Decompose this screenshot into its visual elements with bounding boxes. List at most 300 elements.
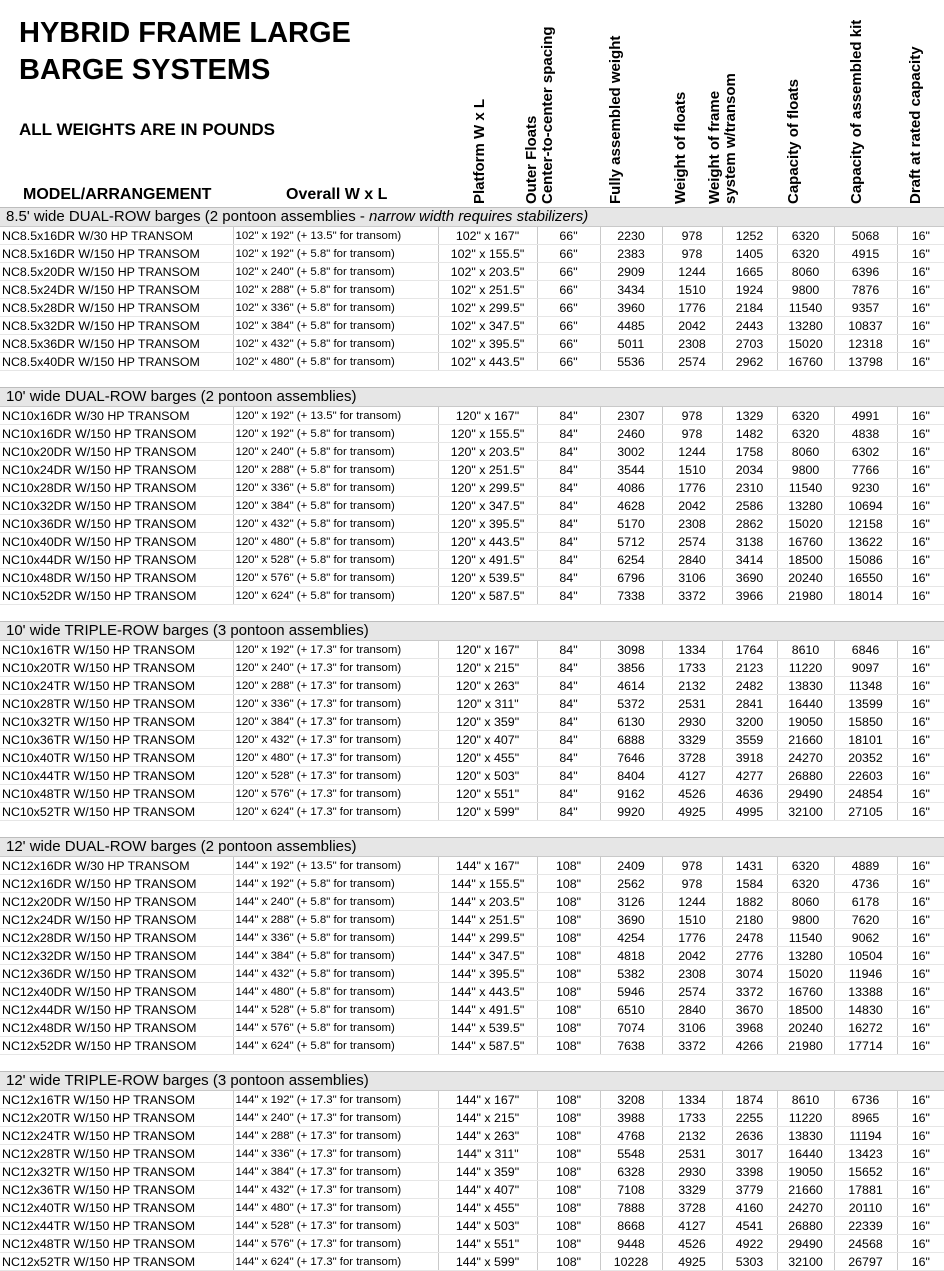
table-row	[0, 767, 944, 785]
table-cell: 5372	[600, 695, 662, 713]
table-row	[0, 1217, 944, 1235]
table-cell: 102" x 251.5"	[438, 281, 537, 299]
table-cell: 120" x 192" (+ 5.8" for transom)	[233, 425, 438, 443]
table-cell: 8610	[777, 1091, 834, 1109]
table-cell: 5170	[600, 515, 662, 533]
table-cell: 15850	[834, 713, 897, 731]
table-cell: 3372	[662, 1037, 722, 1055]
table-cell: 16760	[777, 353, 834, 371]
table-cell: 16"	[897, 587, 944, 605]
table-cell: 3329	[662, 1181, 722, 1199]
table-cell: NC12x20TR W/150 HP TRANSOM	[0, 1109, 233, 1127]
table-cell: NC12x44DR W/150 HP TRANSOM	[0, 1001, 233, 1019]
table-cell: NC8.5x20DR W/150 HP TRANSOM	[0, 263, 233, 281]
table-cell: 13830	[777, 677, 834, 695]
table-row	[0, 983, 944, 1001]
table-cell: 144" x 432" (+ 5.8" for transom)	[233, 965, 438, 983]
table-cell: 108"	[537, 1001, 600, 1019]
table-cell: 120" x 528" (+ 5.8" for transom)	[233, 551, 438, 569]
table-cell: 8965	[834, 1109, 897, 1127]
table-cell: 3017	[722, 1145, 777, 1163]
table-cell: 4922	[722, 1235, 777, 1253]
table-cell: 2184	[722, 299, 777, 317]
table-row	[0, 227, 944, 245]
table-cell: NC12x40TR W/150 HP TRANSOM	[0, 1199, 233, 1217]
section-header	[0, 208, 944, 227]
gap-cell	[0, 821, 944, 838]
table-cell: 3728	[662, 1199, 722, 1217]
table-cell: 13280	[777, 947, 834, 965]
table-cell: 11540	[777, 929, 834, 947]
table-cell: NC12x24DR W/150 HP TRANSOM	[0, 911, 233, 929]
barge-table-body	[0, 208, 944, 1271]
table-cell: 16"	[897, 1091, 944, 1109]
table-cell: 120" x 455"	[438, 749, 537, 767]
table-cell: 24270	[777, 1199, 834, 1217]
table-cell: 144" x 288" (+ 17.3" for transom)	[233, 1127, 438, 1145]
table-cell: 3690	[722, 569, 777, 587]
table-cell: 144" x 551"	[438, 1235, 537, 1253]
table-cell: 108"	[537, 1181, 600, 1199]
header-spacing: Outer Floats Center-to-center spacing	[523, 26, 556, 204]
table-cell: 6320	[777, 425, 834, 443]
table-row	[0, 1163, 944, 1181]
table-cell: 16"	[897, 353, 944, 371]
table-cell: 144" x 599"	[438, 1253, 537, 1271]
table-cell: 16"	[897, 245, 944, 263]
table-cell: 120" x 192" (+ 17.3" for transom)	[233, 641, 438, 659]
table-cell: 3372	[662, 587, 722, 605]
table-cell: 16"	[897, 659, 944, 677]
table-cell: 16"	[897, 281, 944, 299]
table-cell: 16"	[897, 479, 944, 497]
table-cell: 26880	[777, 767, 834, 785]
table-cell: 2531	[662, 695, 722, 713]
table-cell: 2230	[600, 227, 662, 245]
table-cell: NC8.5x32DR W/150 HP TRANSOM	[0, 317, 233, 335]
table-cell: 66"	[537, 263, 600, 281]
table-cell: 6888	[600, 731, 662, 749]
table-cell: 6302	[834, 443, 897, 461]
table-cell: 3126	[600, 893, 662, 911]
table-cell: 2180	[722, 911, 777, 929]
table-row	[0, 641, 944, 659]
table-cell: 21980	[777, 1037, 834, 1055]
table-cell: 2840	[662, 551, 722, 569]
table-cell: 1510	[662, 461, 722, 479]
weights-note: ALL WEIGHTS ARE IN POUNDS	[19, 120, 275, 139]
table-cell: 144" x 167"	[438, 857, 537, 875]
table-row	[0, 893, 944, 911]
table-cell: 4889	[834, 857, 897, 875]
table-cell: 18500	[777, 1001, 834, 1019]
table-cell: NC10x20DR W/150 HP TRANSOM	[0, 443, 233, 461]
table-cell: 4127	[662, 767, 722, 785]
table-cell: 120" x 359"	[438, 713, 537, 731]
table-cell: 16"	[897, 1001, 944, 1019]
table-cell: 6320	[777, 245, 834, 263]
table-cell: 3074	[722, 965, 777, 983]
header-floats-capacity: Capacity of floats	[785, 78, 802, 204]
table-cell: 2443	[722, 317, 777, 335]
table-cell: 2409	[600, 857, 662, 875]
table-cell: 3372	[722, 983, 777, 1001]
table-cell: 6178	[834, 893, 897, 911]
table-row	[0, 749, 944, 767]
table-cell: 16"	[897, 1127, 944, 1145]
table-cell: 5946	[600, 983, 662, 1001]
table-cell: 108"	[537, 1253, 600, 1271]
table-cell: 16"	[897, 1199, 944, 1217]
table-cell: 108"	[537, 1037, 600, 1055]
table-cell: 22603	[834, 767, 897, 785]
table-cell: 66"	[537, 227, 600, 245]
table-row	[0, 1181, 944, 1199]
table-row	[0, 515, 944, 533]
table-cell: 4526	[662, 785, 722, 803]
table-cell: 6320	[777, 857, 834, 875]
table-cell: 1431	[722, 857, 777, 875]
table-cell: 2034	[722, 461, 777, 479]
table-cell: NC12x28DR W/150 HP TRANSOM	[0, 929, 233, 947]
table-cell: NC10x24DR W/150 HP TRANSOM	[0, 461, 233, 479]
table-row	[0, 911, 944, 929]
table-cell: NC10x20TR W/150 HP TRANSOM	[0, 659, 233, 677]
table-cell: 6510	[600, 1001, 662, 1019]
table-cell: 102" x 299.5"	[438, 299, 537, 317]
table-cell: 144" x 263"	[438, 1127, 537, 1145]
table-cell: 6130	[600, 713, 662, 731]
table-cell: 5303	[722, 1253, 777, 1271]
section-title	[0, 208, 944, 227]
table-cell: 27105	[834, 803, 897, 821]
table-cell: 66"	[537, 353, 600, 371]
table-cell: 16"	[897, 641, 944, 659]
table-cell: 21980	[777, 587, 834, 605]
table-cell: 7876	[834, 281, 897, 299]
table-cell: 84"	[537, 569, 600, 587]
table-cell: 24270	[777, 749, 834, 767]
table-cell: 10837	[834, 317, 897, 335]
table-cell: 19050	[777, 713, 834, 731]
table-cell: 26797	[834, 1253, 897, 1271]
table-cell: 16"	[897, 767, 944, 785]
table-cell: 144" x 336" (+ 17.3" for transom)	[233, 1145, 438, 1163]
table-cell: 16760	[777, 983, 834, 1001]
table-cell: 102" x 443.5"	[438, 353, 537, 371]
section-header	[0, 622, 944, 641]
table-cell: 15020	[777, 965, 834, 983]
header-weight: Fully assembled weight	[607, 35, 624, 204]
table-cell: 144" x 528" (+ 17.3" for transom)	[233, 1217, 438, 1235]
table-cell: 5712	[600, 533, 662, 551]
table-cell: 1665	[722, 263, 777, 281]
table-cell: 4614	[600, 677, 662, 695]
table-cell: 84"	[537, 515, 600, 533]
table-cell: 1733	[662, 659, 722, 677]
table-cell: 120" x 624" (+ 5.8" for transom)	[233, 587, 438, 605]
table-cell: 84"	[537, 803, 600, 821]
table-cell: NC8.5x24DR W/150 HP TRANSOM	[0, 281, 233, 299]
table-cell: 84"	[537, 407, 600, 425]
table-cell: 9800	[777, 461, 834, 479]
table-cell: 144" x 624" (+ 17.3" for transom)	[233, 1253, 438, 1271]
table-cell: 3670	[722, 1001, 777, 1019]
gap-cell	[0, 605, 944, 622]
table-cell: 1584	[722, 875, 777, 893]
table-cell: 144" x 503"	[438, 1217, 537, 1235]
table-cell: 16"	[897, 1163, 944, 1181]
table-row	[0, 461, 944, 479]
table-cell: 66"	[537, 317, 600, 335]
table-cell: 120" x 203.5"	[438, 443, 537, 461]
table-cell: 3779	[722, 1181, 777, 1199]
table-cell: 144" x 443.5"	[438, 983, 537, 1001]
table-cell: 5536	[600, 353, 662, 371]
table-cell: 144" x 299.5"	[438, 929, 537, 947]
table-cell: 14830	[834, 1001, 897, 1019]
table-cell: 16760	[777, 533, 834, 551]
table-cell: 9800	[777, 281, 834, 299]
table-cell: NC10x16TR W/150 HP TRANSOM	[0, 641, 233, 659]
table-cell: 84"	[537, 695, 600, 713]
table-cell: NC12x28TR W/150 HP TRANSOM	[0, 1145, 233, 1163]
section-header	[0, 838, 944, 857]
table-cell: NC10x44DR W/150 HP TRANSOM	[0, 551, 233, 569]
table-cell: 978	[662, 245, 722, 263]
table-cell: 1924	[722, 281, 777, 299]
table-cell: 3002	[600, 443, 662, 461]
table-cell: 4526	[662, 1235, 722, 1253]
table-cell: 84"	[537, 443, 600, 461]
table-row	[0, 677, 944, 695]
table-cell: 144" x 395.5"	[438, 965, 537, 983]
table-cell: 108"	[537, 1145, 600, 1163]
table-cell: 1776	[662, 299, 722, 317]
table-cell: 29490	[777, 1235, 834, 1253]
table-cell: 144" x 192" (+ 5.8" for transom)	[233, 875, 438, 893]
table-cell: 66"	[537, 335, 600, 353]
table-cell: NC10x52DR W/150 HP TRANSOM	[0, 587, 233, 605]
table-cell: 13388	[834, 983, 897, 1001]
table-row	[0, 947, 944, 965]
table-cell: 102" x 384" (+ 5.8" for transom)	[233, 317, 438, 335]
table-cell: 1764	[722, 641, 777, 659]
header-platform: Platform W x L	[471, 98, 488, 204]
table-cell: 9162	[600, 785, 662, 803]
table-cell: 16"	[897, 533, 944, 551]
table-cell: 16"	[897, 677, 944, 695]
table-cell: 4485	[600, 317, 662, 335]
table-cell: 144" x 311"	[438, 1145, 537, 1163]
table-cell: 84"	[537, 587, 600, 605]
table-cell: 102" x 203.5"	[438, 263, 537, 281]
table-cell: 4127	[662, 1217, 722, 1235]
table-cell: 84"	[537, 767, 600, 785]
table-cell: 120" x 539.5"	[438, 569, 537, 587]
table-cell: 10228	[600, 1253, 662, 1271]
table-cell: 1733	[662, 1109, 722, 1127]
table-cell: NC12x16DR W/150 HP TRANSOM	[0, 875, 233, 893]
table-cell: 5382	[600, 965, 662, 983]
table-cell: 16"	[897, 317, 944, 335]
table-cell: 2132	[662, 677, 722, 695]
table-cell: 2460	[600, 425, 662, 443]
table-cell: 16"	[897, 857, 944, 875]
table-cell: 16"	[897, 569, 944, 587]
table-cell: 3856	[600, 659, 662, 677]
table-cell: 108"	[537, 1019, 600, 1037]
table-cell: 13798	[834, 353, 897, 371]
table-cell: 6796	[600, 569, 662, 587]
table-cell: 10504	[834, 947, 897, 965]
table-cell: 144" x 192" (+ 13.5" for transom)	[233, 857, 438, 875]
table-cell: 22339	[834, 1217, 897, 1235]
table-cell: 2310	[722, 479, 777, 497]
gap-cell	[0, 1055, 944, 1072]
table-cell: 1405	[722, 245, 777, 263]
table-cell: 84"	[537, 641, 600, 659]
table-cell: 1874	[722, 1091, 777, 1109]
table-cell: 16"	[897, 497, 944, 515]
table-cell: 120" x 384" (+ 5.8" for transom)	[233, 497, 438, 515]
gap-cell	[0, 371, 944, 388]
table-row	[0, 587, 944, 605]
table-row	[0, 335, 944, 353]
section-title	[0, 1072, 944, 1091]
table-cell: 7108	[600, 1181, 662, 1199]
table-row	[0, 803, 944, 821]
table-cell: 84"	[537, 659, 600, 677]
table-cell: 7766	[834, 461, 897, 479]
table-cell: 120" x 395.5"	[438, 515, 537, 533]
table-cell: 2862	[722, 515, 777, 533]
table-cell: 102" x 167"	[438, 227, 537, 245]
table-cell: 16"	[897, 1217, 944, 1235]
table-cell: 108"	[537, 1163, 600, 1181]
table-cell: 2586	[722, 497, 777, 515]
section-gap	[0, 821, 944, 838]
table-row	[0, 1037, 944, 1055]
table-cell: 2574	[662, 983, 722, 1001]
table-cell: 2308	[662, 965, 722, 983]
table-cell: 17881	[834, 1181, 897, 1199]
table-cell: 16"	[897, 515, 944, 533]
table-cell: 3728	[662, 749, 722, 767]
table-cell: 16"	[897, 803, 944, 821]
table-cell: 16440	[777, 1145, 834, 1163]
table-cell: 144" x 288" (+ 5.8" for transom)	[233, 911, 438, 929]
table-cell: 1758	[722, 443, 777, 461]
table-cell: 1252	[722, 227, 777, 245]
table-cell: 16"	[897, 983, 944, 1001]
table-cell: 1244	[662, 263, 722, 281]
table-cell: 16"	[897, 551, 944, 569]
table-cell: 16"	[897, 893, 944, 911]
table-row	[0, 281, 944, 299]
table-cell: 120" x 336" (+ 5.8" for transom)	[233, 479, 438, 497]
section-label: 12' wide TRIPLE-ROW barges (3 pontoon assemblies)	[6, 1072, 369, 1089]
table-cell: 7646	[600, 749, 662, 767]
table-cell: 3414	[722, 551, 777, 569]
table-row	[0, 1019, 944, 1037]
table-cell: 15086	[834, 551, 897, 569]
table-cell: NC12x36DR W/150 HP TRANSOM	[0, 965, 233, 983]
table-cell: 120" x 528" (+ 17.3" for transom)	[233, 767, 438, 785]
table-cell: 1510	[662, 281, 722, 299]
table-cell: 29490	[777, 785, 834, 803]
table-cell: 16"	[897, 1253, 944, 1271]
table-cell: 108"	[537, 857, 600, 875]
table-cell: 16"	[897, 1109, 944, 1127]
table-cell: 84"	[537, 749, 600, 767]
table-cell: 4925	[662, 1253, 722, 1271]
table-cell: 16"	[897, 713, 944, 731]
table-cell: 108"	[537, 1199, 600, 1217]
table-row	[0, 1235, 944, 1253]
table-cell: 102" x 192" (+ 13.5" for transom)	[233, 227, 438, 245]
table-cell: 1776	[662, 929, 722, 947]
table-cell: 24568	[834, 1235, 897, 1253]
table-cell: 120" x 587.5"	[438, 587, 537, 605]
table-cell: 120" x 432" (+ 17.3" for transom)	[233, 731, 438, 749]
section-note: narrow width requires stabilizers)	[369, 208, 589, 225]
section-title	[0, 622, 944, 641]
section-title	[0, 388, 944, 407]
table-cell: 120" x 240" (+ 5.8" for transom)	[233, 443, 438, 461]
table-cell: 120" x 576" (+ 5.8" for transom)	[233, 569, 438, 587]
table-cell: 16"	[897, 1235, 944, 1253]
table-cell: 16"	[897, 335, 944, 353]
table-cell: 16"	[897, 461, 944, 479]
table-cell: NC10x36DR W/150 HP TRANSOM	[0, 515, 233, 533]
table-cell: 108"	[537, 1109, 600, 1127]
table-cell: 144" x 491.5"	[438, 1001, 537, 1019]
table-cell: 144" x 528" (+ 5.8" for transom)	[233, 1001, 438, 1019]
table-cell: 20240	[777, 569, 834, 587]
table-cell: 6254	[600, 551, 662, 569]
table-cell: 4915	[834, 245, 897, 263]
table-cell: NC12x40DR W/150 HP TRANSOM	[0, 983, 233, 1001]
table-cell: 120" x 491.5"	[438, 551, 537, 569]
table-cell: 1244	[662, 443, 722, 461]
table-row	[0, 857, 944, 875]
table-cell: NC12x52DR W/150 HP TRANSOM	[0, 1037, 233, 1055]
table-cell: 120" x 384" (+ 17.3" for transom)	[233, 713, 438, 731]
table-cell: 12318	[834, 335, 897, 353]
header-floats-weight: Weight of floats	[672, 91, 689, 204]
table-cell: 8404	[600, 767, 662, 785]
table-cell: 16"	[897, 947, 944, 965]
table-cell: 16"	[897, 749, 944, 767]
table-row	[0, 1001, 944, 1019]
table-cell: NC10x32TR W/150 HP TRANSOM	[0, 713, 233, 731]
table-cell: 102" x 395.5"	[438, 335, 537, 353]
table-cell: NC12x44TR W/150 HP TRANSOM	[0, 1217, 233, 1235]
table-cell: 16"	[897, 443, 944, 461]
table-row	[0, 353, 944, 371]
table-cell: 1334	[662, 641, 722, 659]
table-cell: NC10x52TR W/150 HP TRANSOM	[0, 803, 233, 821]
table-cell: 3434	[600, 281, 662, 299]
table-cell: 120" x 576" (+ 17.3" for transom)	[233, 785, 438, 803]
table-cell: 4160	[722, 1199, 777, 1217]
table-cell: 3098	[600, 641, 662, 659]
table-row	[0, 875, 944, 893]
table-row	[0, 551, 944, 569]
table-cell: 978	[662, 857, 722, 875]
table-cell: 2482	[722, 677, 777, 695]
